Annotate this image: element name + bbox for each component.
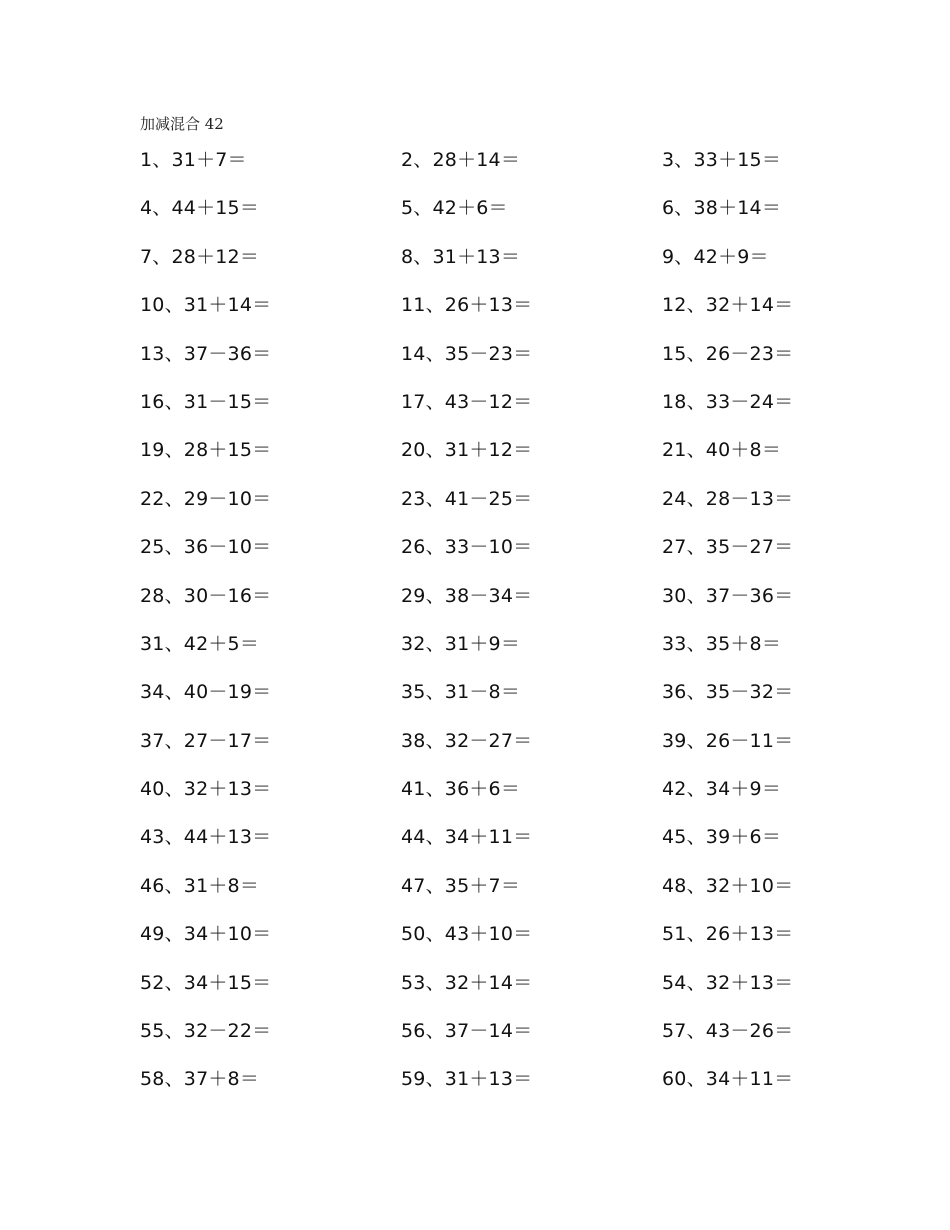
math-problem: 27、35－27＝: [662, 536, 794, 559]
math-problem: 31、42＋5＝: [140, 632, 260, 655]
math-problem: 57、43－26＝: [662, 1020, 794, 1043]
math-problem: 60、34＋11＝: [662, 1068, 794, 1091]
math-problem: 7、28＋12＝: [140, 245, 260, 268]
math-problem: 34、40－19＝: [140, 681, 272, 704]
math-problem: 49、34＋10＝: [140, 923, 272, 946]
math-problem: 45、39＋6＝: [662, 826, 782, 849]
math-problem: 26、33－10＝: [401, 536, 533, 559]
math-problem: 41、36＋6＝: [401, 778, 521, 801]
math-problem: 12、32＋14＝: [662, 294, 794, 317]
math-problem: 28、30－16＝: [140, 584, 272, 607]
math-problem: 16、31－15＝: [140, 390, 272, 413]
math-problem: 18、33－24＝: [662, 390, 794, 413]
worksheet-title: 加减混合 42: [140, 115, 224, 133]
math-problem: 53、32＋14＝: [401, 971, 533, 994]
math-problem: 29、38－34＝: [401, 584, 533, 607]
math-problem: 52、34＋15＝: [140, 971, 272, 994]
math-problem: 5、42＋6＝: [401, 197, 508, 220]
math-problem: 44、34＋11＝: [401, 826, 533, 849]
math-problem: 40、32＋13＝: [140, 778, 272, 801]
problem-grid: [140, 146, 840, 1114]
math-problem: 2、28＋14＝: [401, 149, 521, 171]
math-problem: 39、26－11＝: [662, 729, 794, 752]
math-problem: 54、32＋13＝: [662, 971, 794, 994]
math-problem: 20、31＋12＝: [401, 439, 533, 462]
math-problem: 9、42＋9＝: [662, 245, 769, 268]
math-problem: 46、31＋8＝: [140, 874, 260, 897]
math-problem: 38、32－27＝: [401, 729, 533, 752]
math-problem: 19、28＋15＝: [140, 439, 272, 462]
math-problem: 15、26－23＝: [662, 342, 794, 365]
math-problem: 51、26＋13＝: [662, 923, 794, 946]
math-problem: 59、31＋13＝: [401, 1068, 533, 1091]
math-problem: 1、31＋7＝: [140, 149, 247, 171]
math-problem: 48、32＋10＝: [662, 874, 794, 897]
math-problem: 37、27－17＝: [140, 729, 272, 752]
math-problem: 30、37－36＝: [662, 584, 794, 607]
math-problem: 11、26＋13＝: [401, 294, 533, 317]
math-problem: 17、43－12＝: [401, 390, 533, 413]
math-problem: 47、35＋7＝: [401, 874, 521, 897]
math-problem: 56、37－14＝: [401, 1020, 533, 1043]
math-problem: 3、33＋15＝: [662, 149, 782, 171]
math-problem: 10、31＋14＝: [140, 294, 272, 317]
math-problem: 4、44＋15＝: [140, 197, 260, 220]
math-problem: 35、31－8＝: [401, 681, 521, 704]
math-problem: 50、43＋10＝: [401, 923, 533, 946]
math-problem: 6、38＋14＝: [662, 197, 782, 220]
math-problem: 33、35＋8＝: [662, 632, 782, 655]
math-problem: 8、31＋13＝: [401, 245, 521, 268]
math-problem: 21、40＋8＝: [662, 439, 782, 462]
math-problem: 55、32－22＝: [140, 1020, 272, 1043]
math-problem: 23、41－25＝: [401, 487, 533, 510]
math-problem: 36、35－32＝: [662, 681, 794, 704]
math-problem: 58、37＋8＝: [140, 1068, 260, 1091]
math-problem: 13、37－36＝: [140, 342, 272, 365]
math-problem: 25、36－10＝: [140, 536, 272, 559]
math-problem: 14、35－23＝: [401, 342, 533, 365]
math-problem: 22、29－10＝: [140, 487, 272, 510]
math-problem: 32、31＋9＝: [401, 632, 521, 655]
math-problem: 42、34＋9＝: [662, 778, 782, 801]
math-problem: 24、28－13＝: [662, 487, 794, 510]
math-problem: 43、44＋13＝: [140, 826, 272, 849]
